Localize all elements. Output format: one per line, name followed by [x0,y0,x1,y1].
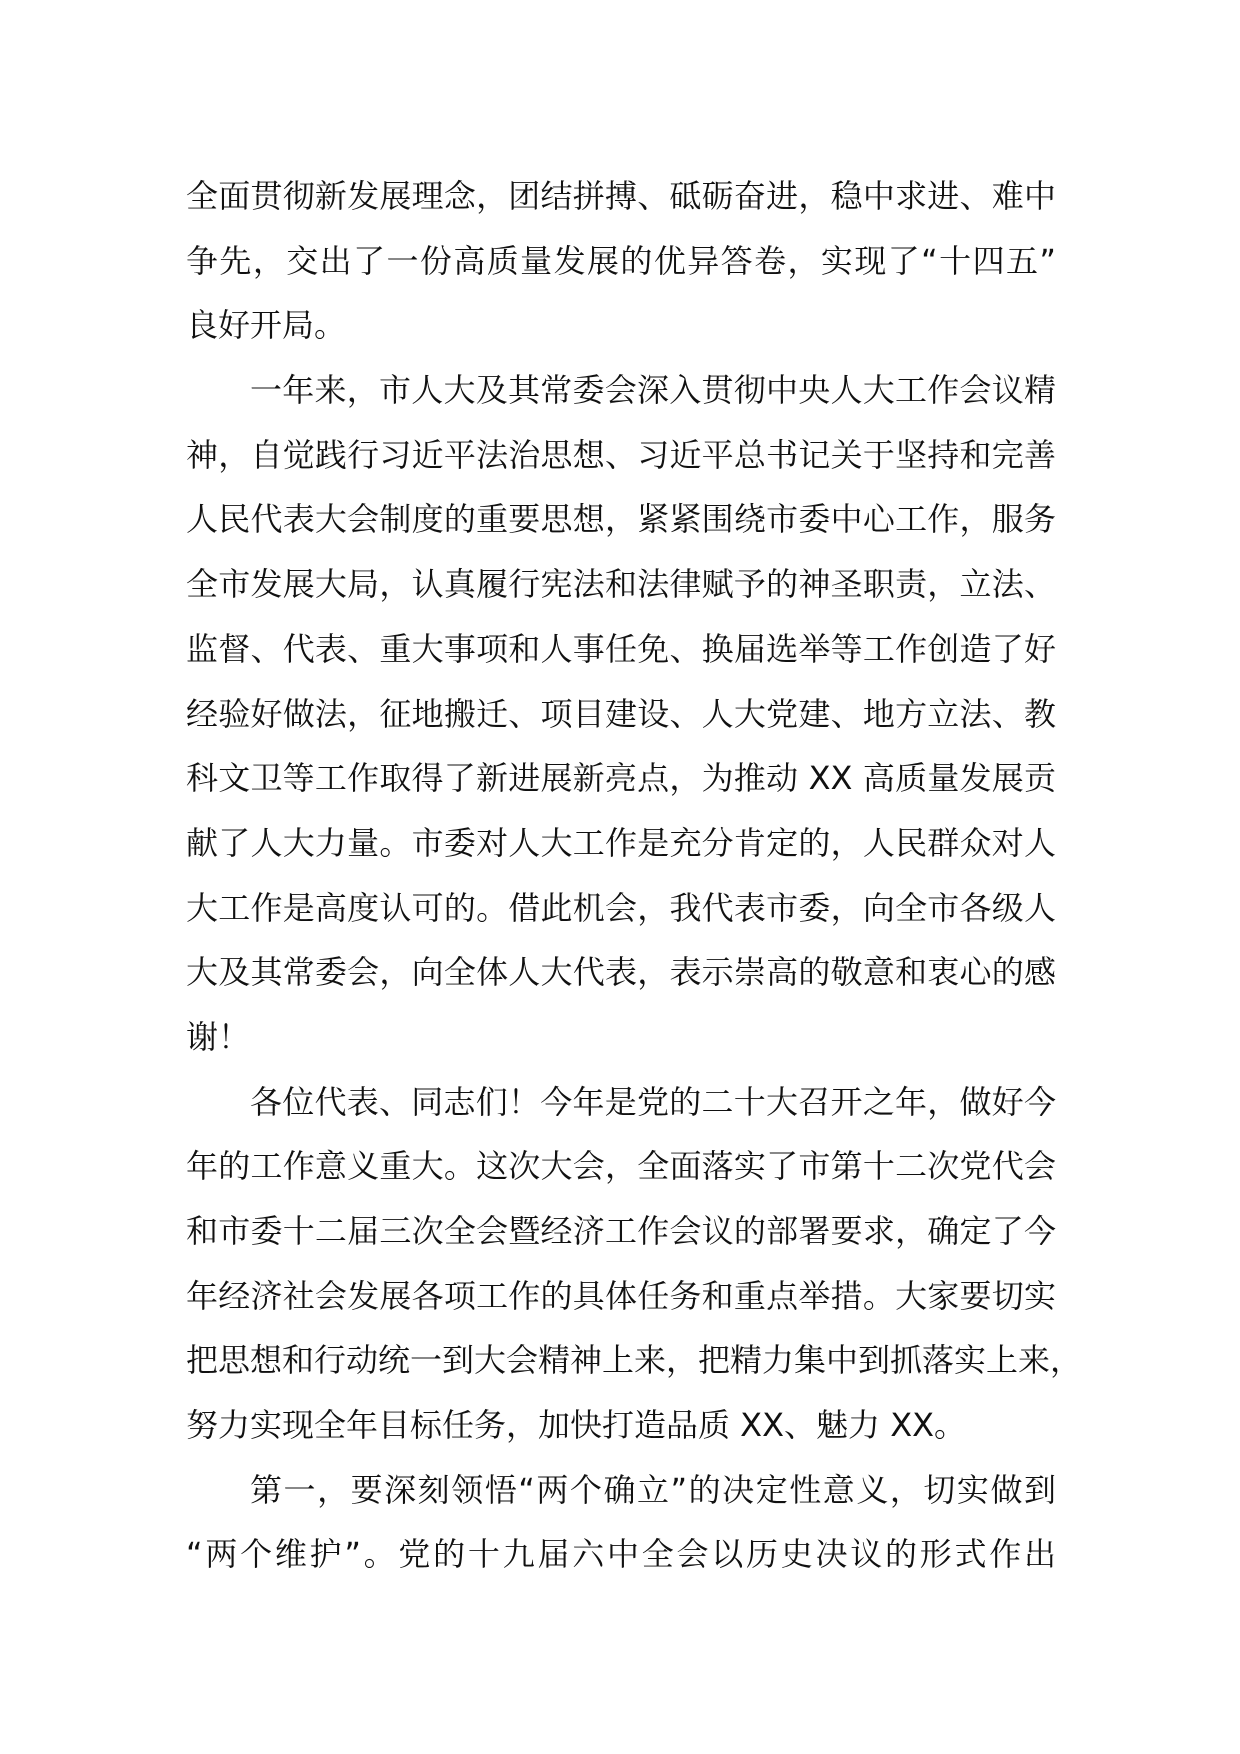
text-line: 努力实现全年目标任务，加快打造品质 XX、魅力 XX。 [186,1406,967,1445]
text-line: “两个维护”。党的十九届六中全会以历史决议的形式作出 [186,1535,1056,1574]
text-line: 全面贯彻新发展理念，团结拼搏、砥砺奋进，稳中求进、难中 [186,177,1056,215]
document-body [186,164,1083,1587]
text-line: 年经济社会发展各项工作的具体任务和重点举措。大家要切实 [186,1276,1056,1315]
text-line: 争先，交出了一份高质量发展的优异答卷，实现了“十四五” [186,241,1056,280]
paragraph-3 [186,1070,1083,1458]
text-line: 把思想和行动统一到大会精神上来，把精力集中到抓落实上来， [186,1341,1083,1380]
text-line: 良好开局。 [186,306,347,345]
text-line: 谢！ [186,1017,251,1056]
text-line: 各位代表、同志们！今年是党的二十大召开之年，做好今 [250,1082,1056,1121]
text-line: 经验好做法，征地搬迁、项目建设、人大党建、地方立法、教 [186,694,1056,733]
text-line: 人民代表大会制度的重要思想，紧紧围绕市委中心工作，服务 [186,500,1056,539]
text-line: 和市委十二届三次全会暨经济工作会议的部署要求，确定了今 [186,1212,1056,1250]
paragraph-1 [186,164,1056,358]
text-line: 大及其常委会，向全体人大代表，表示崇高的敬意和衷心的感 [186,953,1056,992]
text-line: 神，自觉践行习近平法治思想、习近平总书记关于坚持和完善 [186,435,1056,474]
text-line: 年的工作意义重大。这次大会，全面落实了市第十二次党代会 [186,1147,1056,1186]
text-line: 监督、代表、重大事项和人事任免、换届选举等工作创造了好 [186,629,1056,668]
paragraph-2 [186,358,1056,1070]
text-line: 大工作是高度认可的。借此机会，我代表市委，向全市各级人 [186,888,1056,927]
text-line: 一年来，市人大及其常委会深入贯彻中央人大工作会议精 [250,371,1056,410]
text-line: 献了人大力量。市委对人大工作是充分肯定的，人民群众对人 [186,823,1056,862]
paragraph-4 [186,1458,1056,1587]
text-line: 全市发展大局，认真履行宪法和法律赋予的神圣职责，立法、 [186,565,1056,604]
text-line: 第一，要深刻领悟“两个确立”的决定性意义，切实做到 [250,1470,1056,1509]
text-line: 科文卫等工作取得了新进展新亮点，为推动 XX 高质量发展贡 [186,759,1056,798]
